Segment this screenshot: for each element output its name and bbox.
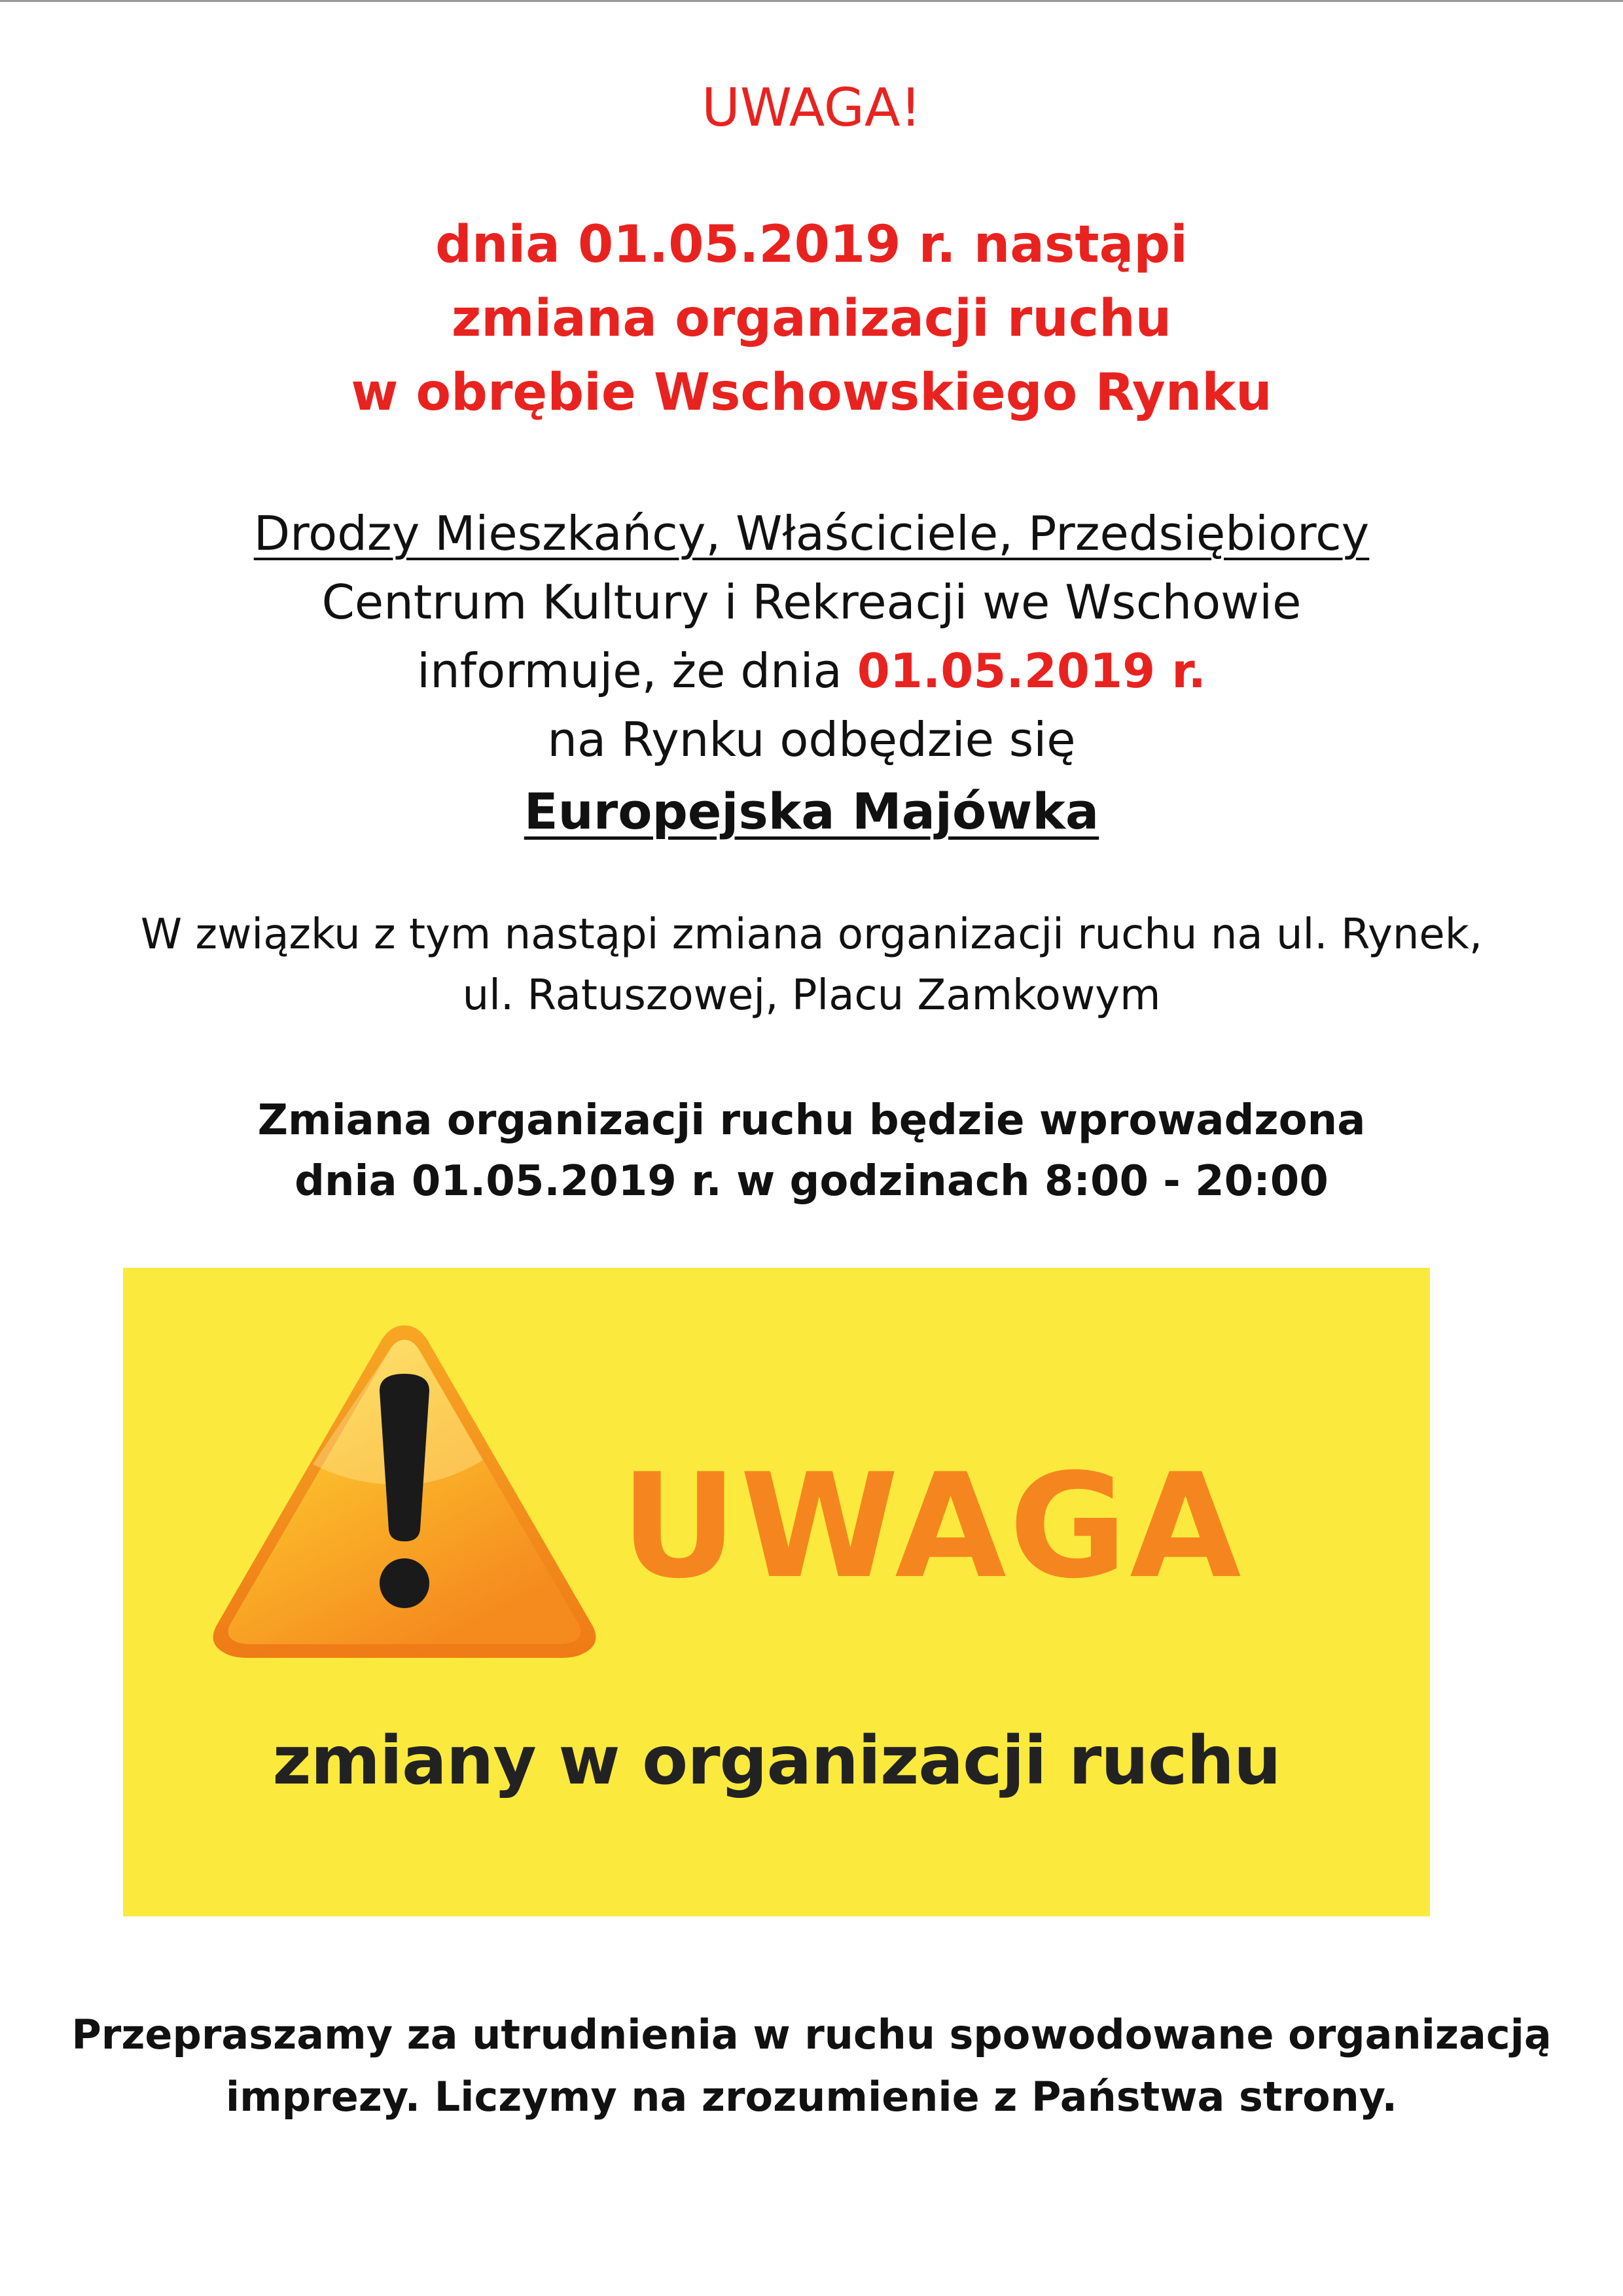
event-place: na Rynku odbędzie się [547, 712, 1076, 767]
announcement-line-2: zmiana organizacji ruchu [451, 289, 1172, 348]
event-date: 01.05.2019 r. [857, 643, 1206, 698]
banner-title: UWAGA [620, 1443, 1244, 1610]
warning-triangle-icon [208, 1314, 601, 1670]
traffic-hours [0, 1090, 1623, 1212]
organizer-name: Centrum Kultury i Rekreacji we Wschowie [321, 575, 1302, 630]
hours-line-1: Zmiana organizacji ruchu będzie wprowadzona [257, 1096, 1366, 1145]
informs-prefix: informuje, że dnia [417, 643, 857, 698]
greeting-block [0, 499, 1623, 847]
details-line-1: W związku z tym nastąpi zmiana organizacji ruchu na ul. Rynek, [140, 910, 1483, 959]
page-heading: UWAGA! [702, 77, 921, 138]
apology-line-2: imprezy. Liczymy na zrozumienie z Państwa strony. [225, 2073, 1398, 2121]
announcement-block [0, 208, 1623, 430]
announcement-line-1: dnia 01.05.2019 r. nastąpi [435, 215, 1188, 274]
details-line-2: ul. Ratuszowej, Placu Zamkowym [462, 971, 1161, 1020]
apology-block [0, 2003, 1623, 2128]
informs-line [0, 637, 1623, 706]
warning-banner [123, 1268, 1430, 1916]
banner-subtitle: zmiany w organizacji ruchu [272, 1722, 1281, 1800]
apology-line-1: Przepraszamy za utrudnienia w ruchu spowodowane organizacją [71, 2011, 1552, 2058]
hours-line-2: dnia 01.05.2019 r. w godzinach 8:00 - 20:00 [294, 1157, 1329, 1206]
announcement-line-3: w obrębie Wschowskiego Rynku [351, 363, 1272, 422]
greeting-addressees: Drodzy Mieszkańcy, Właściciele, Przedsiębiorcy [253, 506, 1370, 561]
traffic-details [0, 905, 1623, 1026]
event-name: Europejska Majówka [524, 782, 1099, 840]
page-top-border [0, 0, 1623, 2]
